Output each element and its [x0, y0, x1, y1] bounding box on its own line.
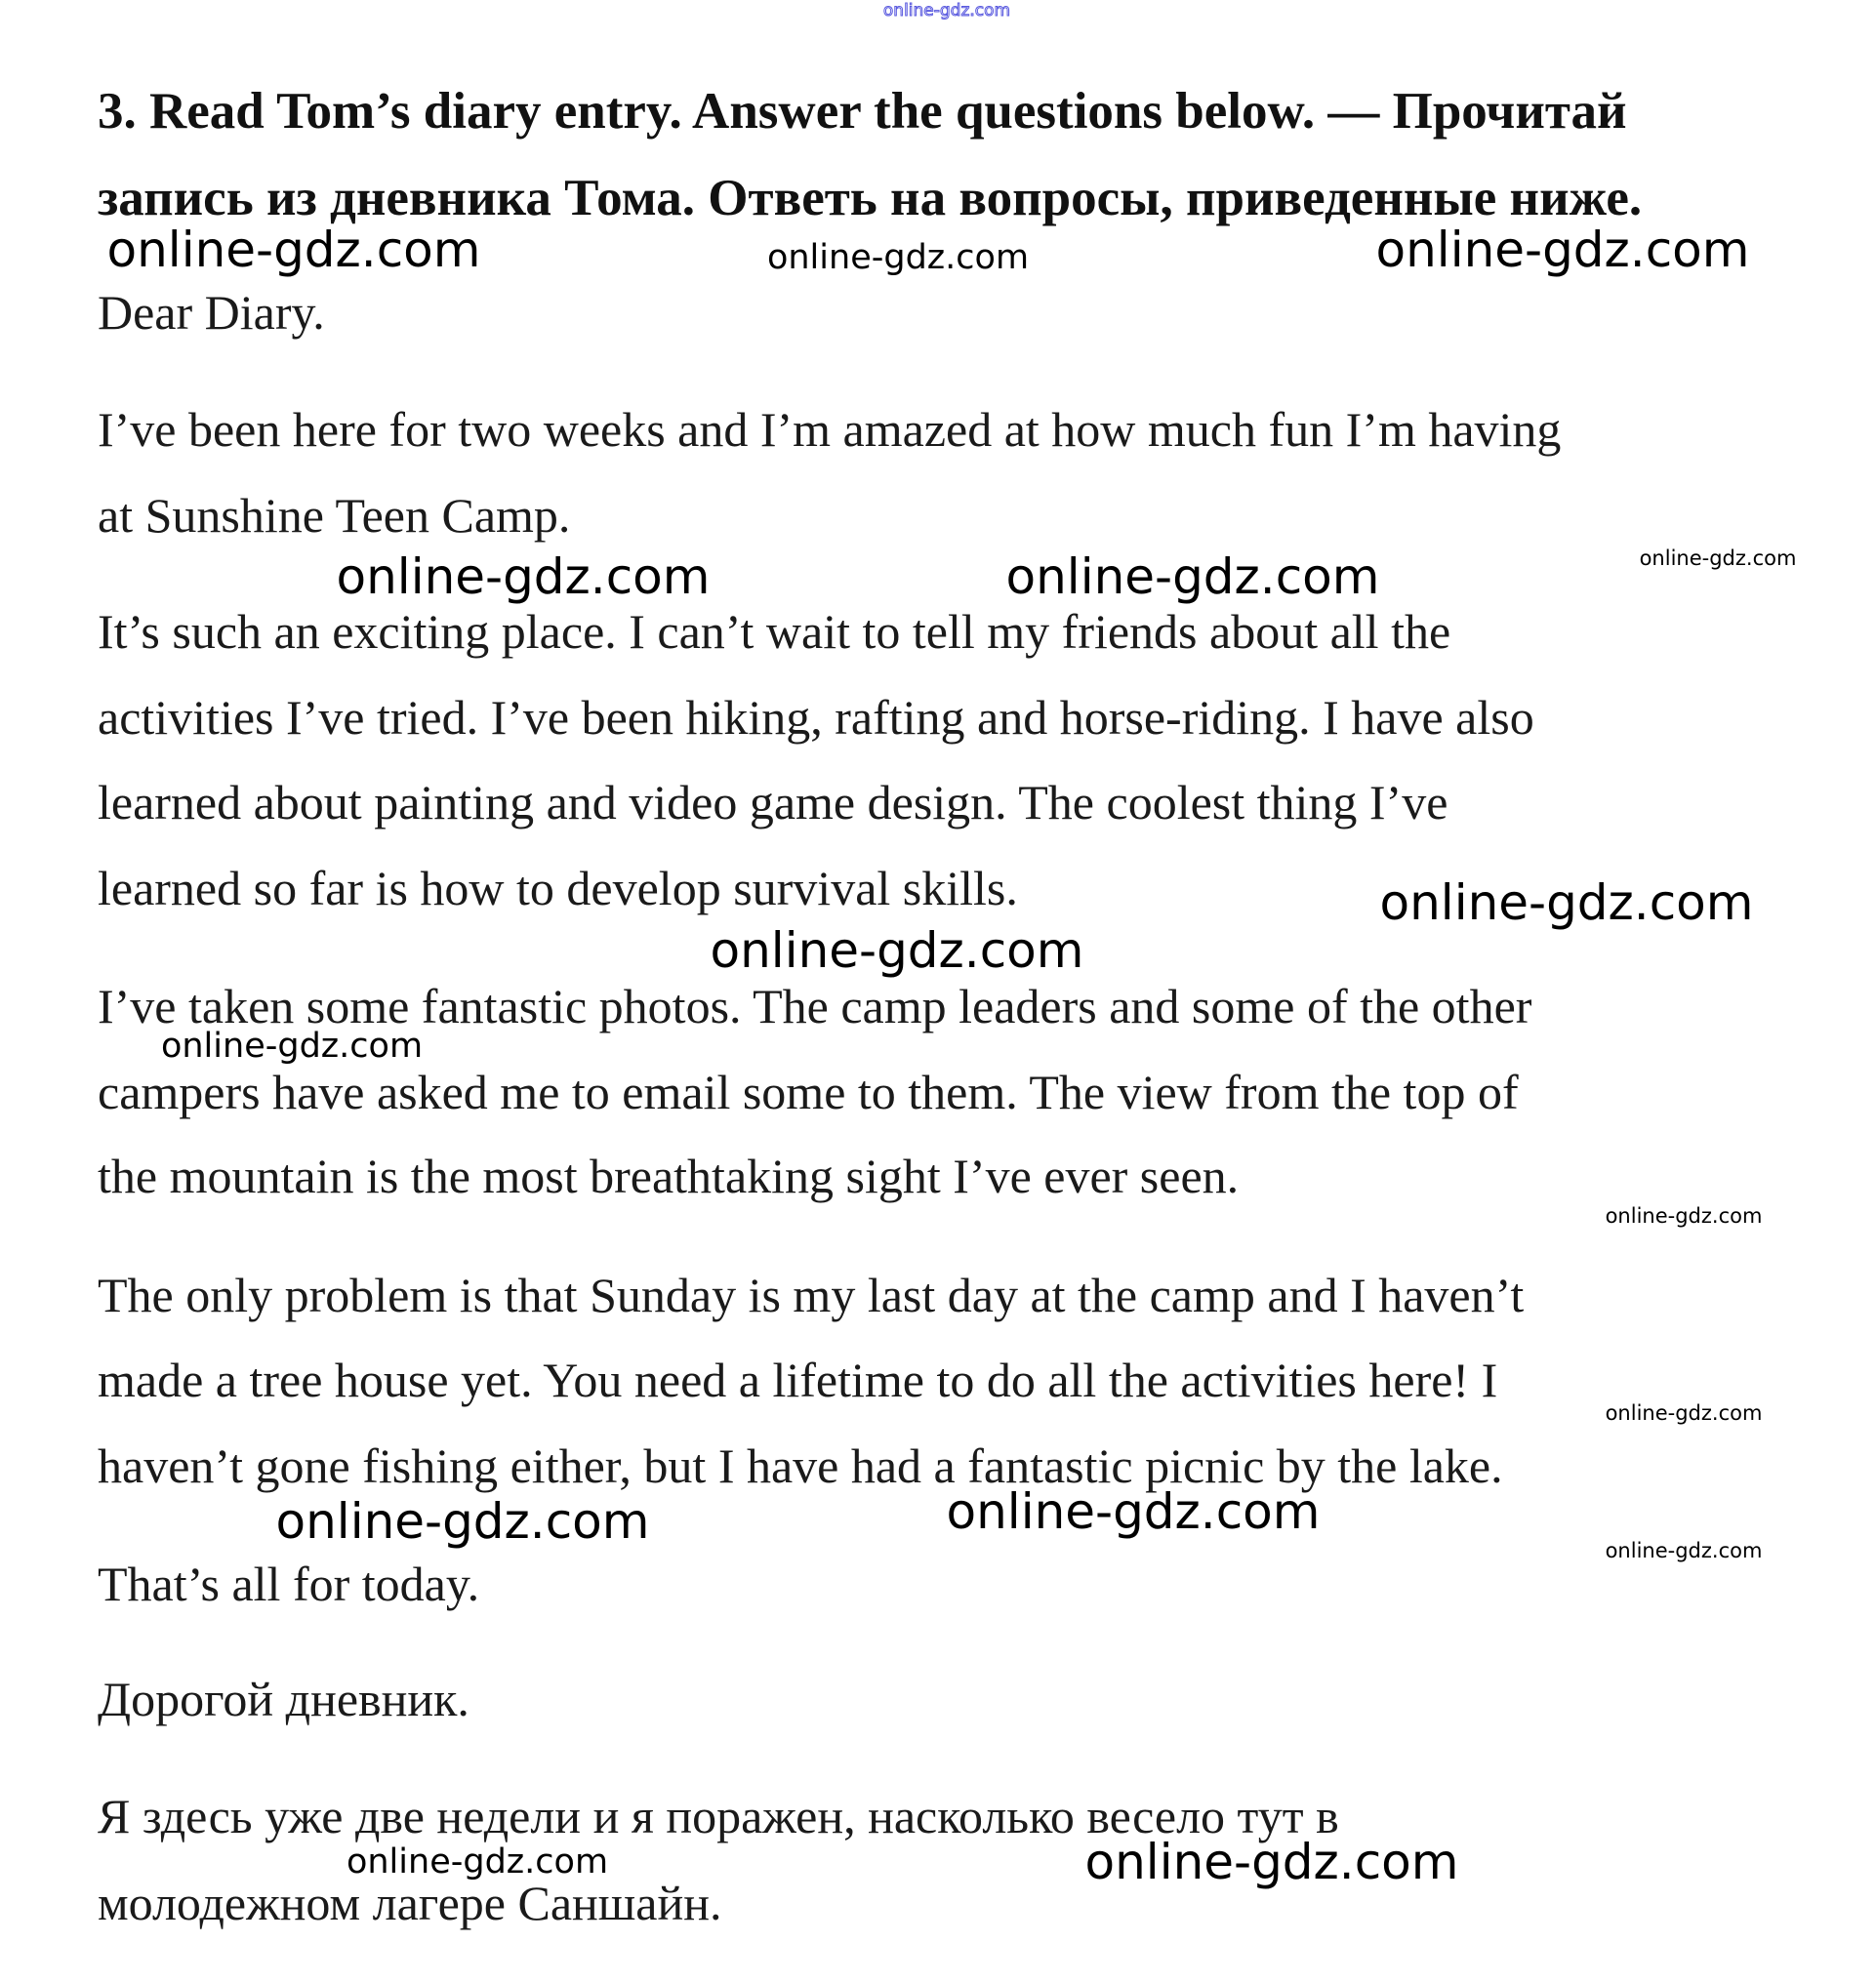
watermark: online-gdz.com — [766, 238, 1030, 277]
top-watermark: online-gdz.com — [882, 1, 1011, 20]
watermark: online-gdz.com — [1605, 1539, 1763, 1562]
watermark: online-gdz.com — [275, 1493, 650, 1550]
watermark: online-gdz.com — [1605, 1401, 1763, 1425]
text-line: activities I’ve tried. I’ve been hiking, rafting and horse-riding. I have also — [98, 690, 1534, 745]
text-line: I’ve been here for two weeks and I’m amazed at how much fun I’m having — [98, 402, 1562, 457]
greeting: Dear Diary. — [98, 285, 325, 340]
watermark: online-gdz.com — [946, 1483, 1321, 1540]
text-line: campers have asked me to email some to them. The view from the top of — [98, 1065, 1519, 1119]
watermark: online-gdz.com — [1084, 1834, 1459, 1890]
text-line: The only problem is that Sunday is my last day at the camp and I haven’t — [98, 1268, 1525, 1322]
text-line: haven’t gone fishing either, but I have had a fantastic picnic by the lake. — [98, 1438, 1503, 1493]
title-line: 3. Read Tom’s diary entry. Answer the questions below. — Прочитай — [98, 83, 1627, 140]
watermark: online-gdz.com — [106, 222, 481, 278]
text-line: learned about painting and video game design. The coolest thing I’ve — [98, 775, 1448, 830]
watermark: online-gdz.com — [160, 1027, 424, 1066]
watermark: online-gdz.com — [710, 922, 1084, 979]
greeting-ru: Дорогой дневник. — [98, 1672, 469, 1726]
text-line: молодежном лагере Саншайн. — [98, 1876, 722, 1930]
text-line: made a tree house yet. You need a lifetime to do all the activities here! I — [98, 1353, 1498, 1407]
title-line: запись из дневника Тома. Ответь на вопросы, приведенные ниже. — [98, 170, 1643, 226]
text-line: It’s such an exciting place. I can’t wait to tell my friends about all the — [98, 604, 1451, 659]
text-line: the mountain is the most breathtaking sight I’ve ever seen. — [98, 1149, 1240, 1203]
text-line: I’ve taken some fantastic photos. The camp leaders and some of the other — [98, 979, 1532, 1033]
watermark: online-gdz.com — [1375, 222, 1750, 278]
watermark: online-gdz.com — [1605, 1204, 1763, 1228]
closing: That’s all for today. — [98, 1557, 480, 1611]
text-line: at Sunshine Teen Camp. — [98, 488, 571, 543]
text-line: Я здесь уже две недели и я поражен, насколько весело тут в — [98, 1789, 1339, 1843]
watermark: online-gdz.com — [1639, 546, 1797, 570]
watermark: online-gdz.com — [346, 1842, 609, 1882]
watermark: online-gdz.com — [336, 548, 711, 605]
watermark: online-gdz.com — [1005, 548, 1380, 605]
text-line: learned so far is how to develop survival skills. — [98, 861, 1018, 915]
watermark: online-gdz.com — [1379, 874, 1754, 931]
